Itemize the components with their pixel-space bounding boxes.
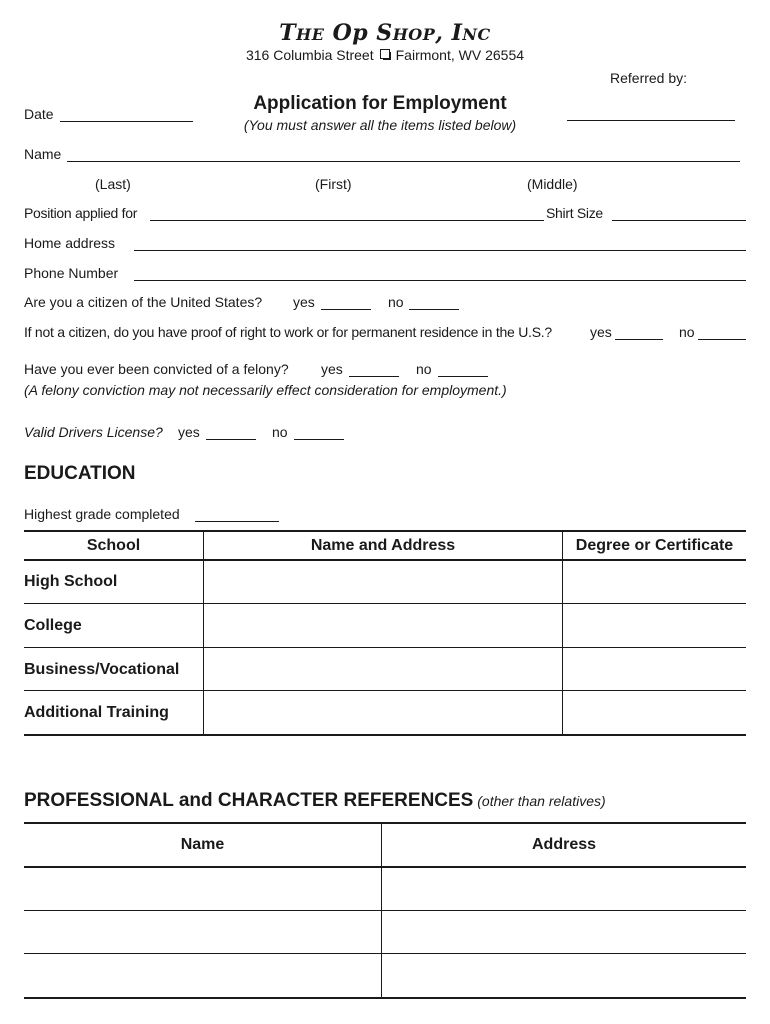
citizen-no-field[interactable] [409, 309, 459, 310]
references-heading [24, 790, 606, 812]
license-yes-label: yes [178, 424, 200, 440]
highest-grade-field[interactable] [195, 521, 279, 522]
column-header-ref-name: Name [180, 836, 225, 853]
table-row-rule [24, 953, 746, 954]
table-header-rule [24, 559, 746, 561]
company-name-part: NC [462, 25, 491, 44]
company-name [0, 20, 770, 46]
table-cell[interactable] [383, 912, 746, 952]
table-cell[interactable] [564, 649, 746, 689]
form-title: Application for Employment [253, 93, 507, 114]
name-field[interactable] [67, 161, 740, 162]
table-cell[interactable] [24, 869, 380, 909]
name-middle-caption: (Middle) [527, 176, 578, 192]
proof-yes-field[interactable] [615, 339, 663, 340]
column-header-name-address: Name and Address [310, 537, 456, 554]
table-bottom-rule [24, 734, 746, 736]
table-cell[interactable] [24, 955, 380, 996]
company-name-part: S [368, 20, 393, 46]
company-address [0, 47, 770, 63]
proof-no-label: no [679, 324, 695, 340]
home-address-field[interactable] [134, 250, 746, 251]
date-label: Date [24, 106, 54, 122]
felony-question: Have you ever been convicted of a felony? [24, 361, 289, 377]
citizen-yes-label: yes [293, 294, 315, 310]
referred-by-label: Referred by: [610, 70, 688, 86]
company-name-part: O [324, 20, 353, 46]
table-row-rule [24, 603, 746, 604]
position-field[interactable] [150, 220, 544, 221]
row-label-high-school: High School [24, 573, 118, 590]
table-bottom-rule [24, 997, 746, 999]
license-question: Valid Drivers License? [24, 424, 163, 440]
table-row-rule [24, 647, 746, 648]
address-city: Fairmont, WV 26554 [395, 47, 525, 63]
phone-field[interactable] [134, 280, 746, 281]
table-top-rule [24, 530, 746, 532]
table-header-rule [24, 866, 746, 868]
row-label-additional: Additional Training [24, 704, 169, 721]
table-cell[interactable] [205, 649, 561, 689]
table-cell[interactable] [24, 912, 380, 952]
table-top-rule [24, 822, 746, 824]
column-header-school: School [86, 537, 141, 554]
company-name-part: p [352, 20, 369, 46]
citizen-yes-field[interactable] [321, 309, 371, 310]
felony-no-label: no [416, 361, 432, 377]
table-cell[interactable] [564, 562, 746, 602]
company-name-part: T [279, 20, 297, 46]
table-row-rule [24, 910, 746, 911]
table-cell[interactable] [205, 692, 561, 733]
date-field[interactable] [60, 121, 193, 122]
address-street: 316 Columbia Street [245, 47, 374, 63]
name-label: Name [24, 146, 62, 162]
name-last-caption: (Last) [95, 176, 131, 192]
felony-no-field[interactable] [438, 376, 488, 377]
felony-yes-label: yes [321, 361, 343, 377]
references-heading-note: (other than relatives) [477, 793, 606, 809]
shirt-size-label: Shirt Size [546, 205, 603, 221]
square-bullet-icon [380, 49, 390, 59]
table-row-rule [24, 690, 746, 691]
license-yes-field[interactable] [206, 439, 256, 440]
table-cell[interactable] [205, 605, 561, 646]
row-label-college: College [24, 617, 82, 634]
row-label-business: Business/Vocational [24, 661, 180, 678]
education-heading: EDUCATION [24, 463, 136, 484]
form-subtitle: (You must answer all the items listed below) [243, 117, 517, 133]
table-cell[interactable] [205, 562, 561, 602]
company-name-part: HE [296, 25, 325, 44]
felony-note: (A felony conviction may not necessarily effect consideration for employment.) [24, 382, 507, 398]
license-no-field[interactable] [294, 439, 344, 440]
company-name-part: HOP [392, 25, 436, 44]
citizen-question: Are you a citizen of the United States? [24, 294, 263, 310]
table-cell[interactable] [564, 605, 746, 646]
proof-no-field[interactable] [698, 339, 746, 340]
license-no-label: no [272, 424, 288, 440]
table-cell[interactable] [383, 869, 746, 909]
home-address-label: Home address [24, 235, 116, 251]
references-heading-text: PROFESSIONAL and CHARACTER REFERENCES [24, 790, 474, 811]
citizen-no-label: no [388, 294, 404, 310]
table-cell[interactable] [383, 955, 746, 996]
table-column-divider [562, 531, 563, 735]
column-header-ref-address: Address [531, 836, 597, 853]
proof-yes-label: yes [590, 324, 612, 340]
table-column-divider [203, 531, 204, 735]
table-cell[interactable] [564, 692, 746, 733]
company-name-part: , I [435, 20, 463, 46]
phone-label: Phone Number [24, 265, 119, 281]
proof-question: If not a citizen, do you have proof of right to work or for permanent residence in the U.S.? [24, 324, 552, 340]
felony-yes-field[interactable] [349, 376, 399, 377]
highest-grade-label: Highest grade completed [24, 506, 180, 522]
shirt-size-field[interactable] [612, 220, 746, 221]
position-label: Position applied for [24, 205, 138, 221]
column-header-degree: Degree or Certificate [575, 537, 734, 554]
name-first-caption: (First) [315, 176, 352, 192]
